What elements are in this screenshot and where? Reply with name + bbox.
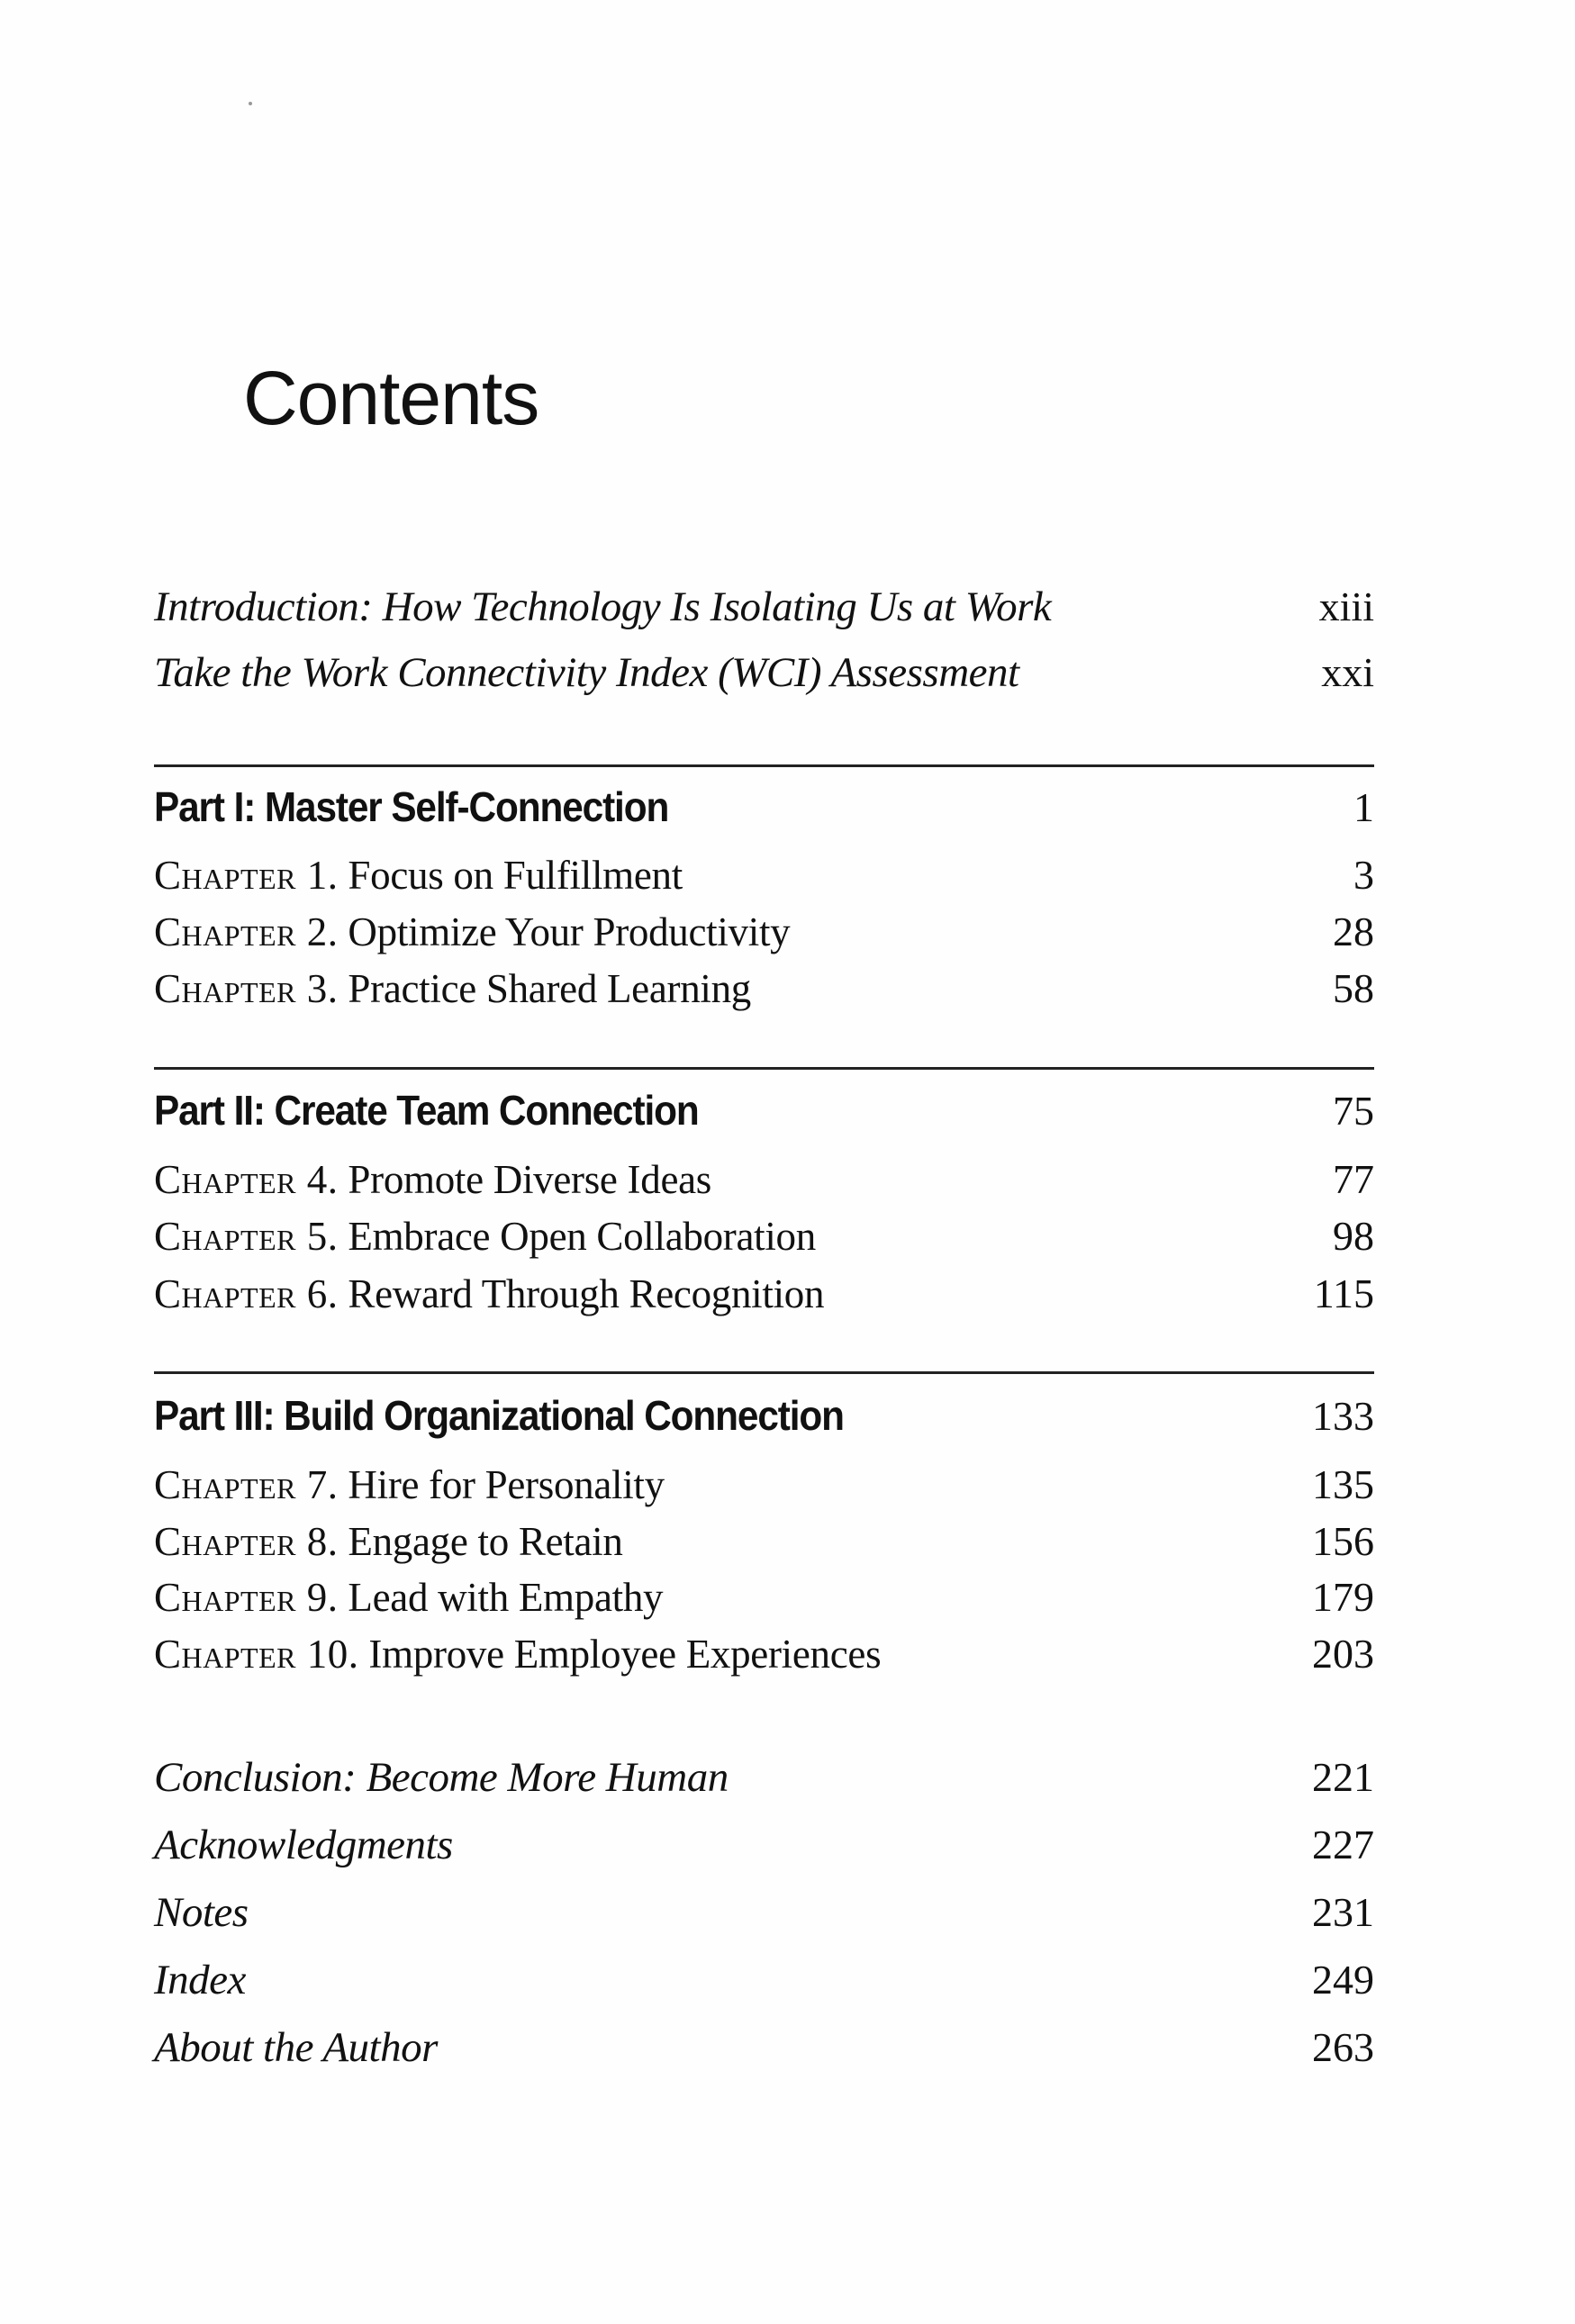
- toc-entry-label: Notes: [154, 1889, 249, 1936]
- toc-entry-notes[interactable]: [154, 1885, 1374, 1940]
- toc-page-number: 3: [1353, 852, 1374, 898]
- chapter-label: [154, 848, 683, 902]
- toc-entry-acknowledgments[interactable]: [154, 1818, 1374, 1872]
- toc-page-number: 156: [1312, 1518, 1374, 1564]
- toc-page-number: 221: [1312, 1754, 1374, 1800]
- chapter-prefix: Chapter 4.: [154, 1157, 339, 1202]
- chapter-title: Promote Diverse Ideas: [348, 1157, 712, 1202]
- part-heading: Part I: Master Self-Connection: [154, 783, 669, 830]
- chapter-label: [154, 962, 751, 1016]
- chapter-title: Engage to Retain: [348, 1519, 623, 1564]
- toc-entry-wci-assessment[interactable]: [154, 646, 1374, 700]
- toc-page-number: xxi: [1321, 649, 1374, 695]
- chapter-prefix: Chapter 3.: [154, 966, 339, 1011]
- chapter-prefix: Chapter 7.: [154, 1462, 339, 1507]
- toc-page-number: 77: [1333, 1156, 1374, 1202]
- toc-page-number: 249: [1312, 1957, 1374, 2003]
- toc-page-number: 231: [1312, 1889, 1374, 1935]
- toc-entry-conclusion[interactable]: [154, 1750, 1374, 1804]
- toc-chapter-2[interactable]: [154, 905, 1374, 959]
- toc-entry-index[interactable]: [154, 1953, 1374, 2007]
- toc-page-number: 75: [1333, 1088, 1374, 1134]
- chapter-label: [154, 1267, 824, 1321]
- toc-entry-about-the-author[interactable]: [154, 2021, 1374, 2075]
- toc-chapter-5[interactable]: [154, 1209, 1374, 1263]
- toc-page-number: 203: [1312, 1631, 1374, 1677]
- toc-chapter-3[interactable]: [154, 962, 1374, 1016]
- chapter-prefix: Chapter 1.: [154, 853, 339, 898]
- chapter-prefix: Chapter 2.: [154, 909, 339, 954]
- chapter-label: [154, 1515, 623, 1569]
- toc-chapter-1[interactable]: [154, 848, 1374, 902]
- page-title: Contents: [243, 356, 539, 440]
- toc-entry-label: Conclusion: Become More Human: [154, 1754, 729, 1801]
- toc-page-number: 133: [1312, 1393, 1374, 1439]
- chapter-title: Lead with Empathy: [348, 1575, 664, 1620]
- toc-page-number: 28: [1333, 909, 1374, 954]
- section-divider: [154, 1371, 1374, 1374]
- part-heading: Part II: Create Team Connection: [154, 1087, 699, 1134]
- chapter-prefix: Chapter 9.: [154, 1575, 339, 1620]
- chapter-prefix: Chapter 6.: [154, 1271, 339, 1316]
- toc-page-number: 58: [1333, 965, 1374, 1011]
- part-heading: Part III: Build Organizational Connection: [154, 1392, 844, 1439]
- scan-speck: [249, 102, 252, 105]
- toc-chapter-4[interactable]: [154, 1153, 1374, 1207]
- chapter-title: Focus on Fulfillment: [348, 853, 683, 898]
- section-divider: [154, 764, 1374, 767]
- chapter-title: Embrace Open Collaboration: [348, 1214, 816, 1259]
- toc-page-number: 263: [1312, 2024, 1374, 2070]
- toc-page-number: 1: [1353, 784, 1374, 830]
- chapter-label: [154, 1570, 663, 1624]
- toc-page-number: 227: [1312, 1822, 1374, 1867]
- chapter-title: Reward Through Recognition: [348, 1271, 825, 1316]
- chapter-title: Optimize Your Productivity: [348, 909, 791, 954]
- toc-chapter-7[interactable]: [154, 1458, 1374, 1512]
- toc-entry-label: Index: [154, 1957, 246, 2003]
- toc-entry-label: About the Author: [154, 2024, 438, 2071]
- toc-entry-label: Take the Work Connectivity Index (WCI) Assessment: [154, 649, 1019, 696]
- chapter-label: [154, 1627, 881, 1681]
- toc-entry-introduction[interactable]: [154, 580, 1374, 634]
- toc-chapter-10[interactable]: [154, 1627, 1374, 1681]
- toc-part-3[interactable]: [154, 1388, 1374, 1442]
- toc-page-number: 179: [1312, 1574, 1374, 1620]
- section-divider: [154, 1067, 1374, 1070]
- toc-entry-label: Introduction: How Technology Is Isolating Us at Work: [154, 583, 1052, 630]
- toc-page-number: xiii: [1318, 583, 1374, 629]
- chapter-label: [154, 1153, 711, 1207]
- toc-chapter-8[interactable]: [154, 1515, 1374, 1569]
- toc-page-number: 115: [1313, 1271, 1374, 1316]
- chapter-label: [154, 905, 790, 959]
- toc-entry-label: Acknowledgments: [154, 1822, 453, 1868]
- toc-chapter-6[interactable]: [154, 1267, 1374, 1321]
- toc-part-2[interactable]: [154, 1083, 1374, 1137]
- chapter-label: [154, 1209, 816, 1263]
- toc-part-1[interactable]: [154, 780, 1374, 834]
- chapter-prefix: Chapter 8.: [154, 1519, 339, 1564]
- chapter-prefix: Chapter 5.: [154, 1214, 339, 1259]
- chapter-title: Improve Employee Experiences: [368, 1632, 882, 1677]
- toc-page-number: 135: [1312, 1461, 1374, 1507]
- chapter-label: [154, 1458, 665, 1512]
- toc-page-number: 98: [1333, 1213, 1374, 1259]
- toc-chapter-9[interactable]: [154, 1570, 1374, 1624]
- chapter-title: Practice Shared Learning: [348, 966, 752, 1011]
- chapter-title: Hire for Personality: [348, 1462, 665, 1507]
- chapter-prefix: Chapter 10.: [154, 1632, 359, 1677]
